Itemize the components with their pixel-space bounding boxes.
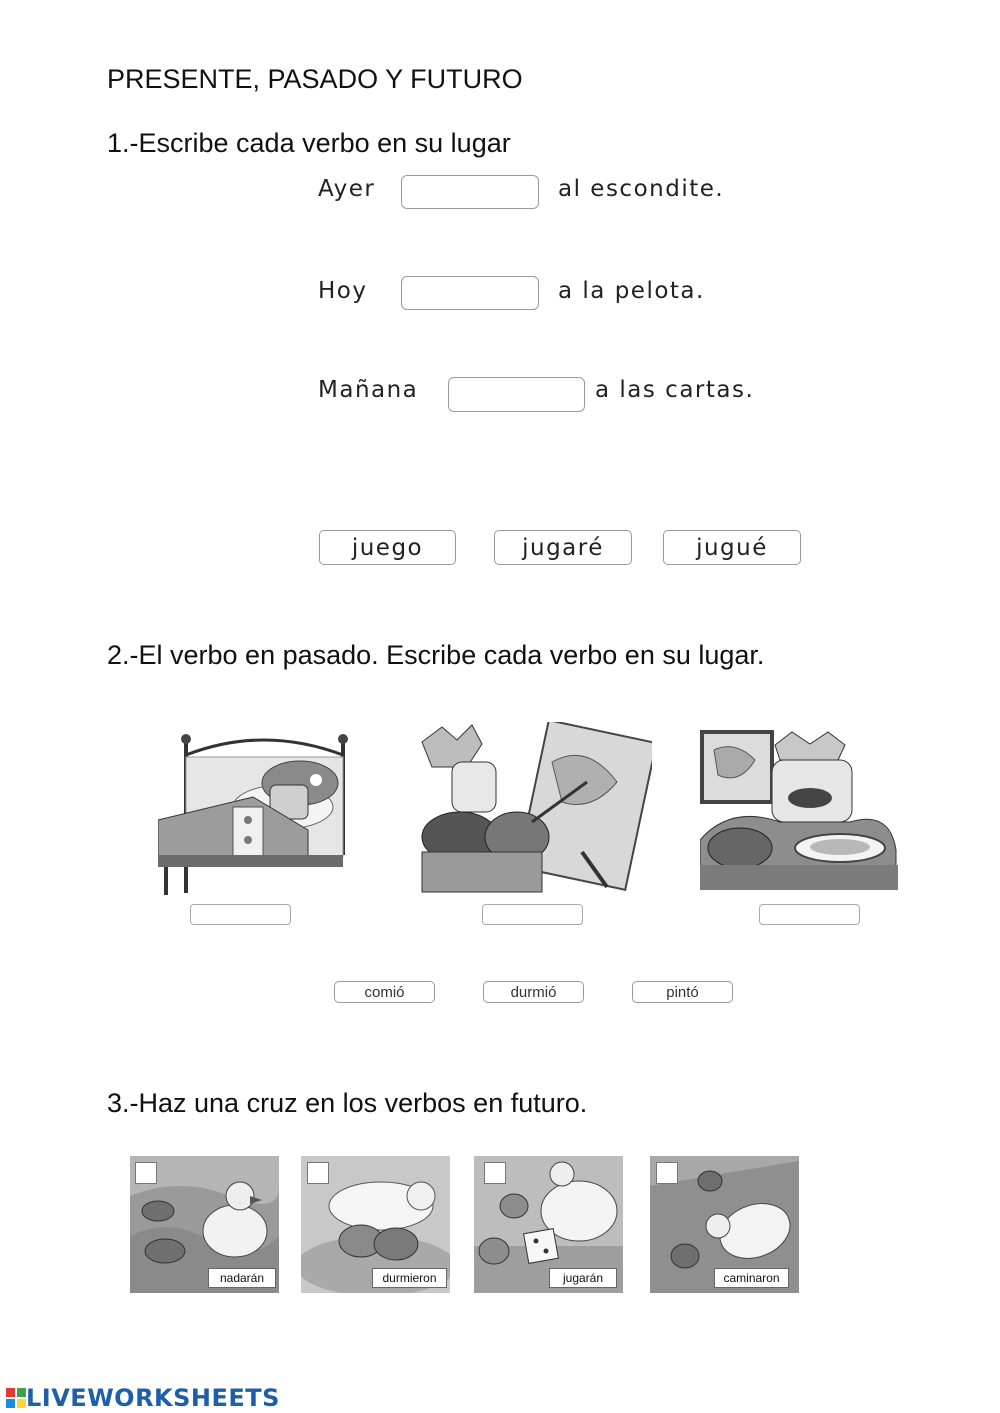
checkbox-tile-2[interactable] [307, 1162, 329, 1184]
checkbox-tile-3[interactable] [484, 1162, 506, 1184]
sleeping-king-illustration [158, 725, 358, 897]
option-pinto[interactable]: pintó [632, 981, 733, 1003]
eating-king-illustration [700, 730, 898, 890]
section2-heading: 2.-El verbo en pasado. Escribe cada verbo en su lugar. [107, 640, 765, 670]
sentence1-before: Ayer [318, 176, 376, 202]
liveworksheets-logo-icon [6, 1388, 26, 1408]
option-jugare[interactable]: jugaré [494, 530, 632, 565]
answer-blank-paint[interactable] [482, 904, 583, 925]
sentence2-before: Hoy [318, 278, 368, 304]
page-title: PRESENTE, PASADO Y FUTURO [107, 64, 523, 94]
option-durmio[interactable]: durmió [483, 981, 584, 1003]
section3-heading: 3.-Haz una cruz en los verbos en futuro. [107, 1088, 588, 1118]
checkbox-tile-1[interactable] [135, 1162, 157, 1184]
brand-name: LIVEWORKSHEETS [26, 1384, 280, 1412]
tile-label-3: jugarán [549, 1268, 617, 1288]
tile-label-1: nadarán [208, 1268, 276, 1288]
section1-heading: 1.-Escribe cada verbo en su lugar [107, 128, 511, 158]
tile-label-2: durmieron [372, 1268, 447, 1288]
option-comio[interactable]: comió [334, 981, 435, 1003]
tile-label-4: caminaron [714, 1268, 789, 1288]
sentence3-after: a las cartas. [595, 377, 755, 403]
option-juego[interactable]: juego [319, 530, 456, 565]
option-jugue[interactable]: jugué [663, 530, 801, 565]
sentence2-after: a la pelota. [558, 278, 705, 304]
liveworksheets-logo [6, 1384, 280, 1412]
answer-blank-2[interactable] [401, 276, 539, 310]
answer-blank-eat[interactable] [759, 904, 860, 925]
checkbox-tile-4[interactable] [656, 1162, 678, 1184]
painting-king-illustration [412, 722, 652, 897]
answer-blank-sleep[interactable] [190, 904, 291, 925]
answer-blank-1[interactable] [401, 175, 539, 209]
answer-blank-3[interactable] [448, 377, 585, 412]
sentence3-before: Mañana [318, 377, 419, 403]
sentence1-after: al escondite. [558, 176, 725, 202]
